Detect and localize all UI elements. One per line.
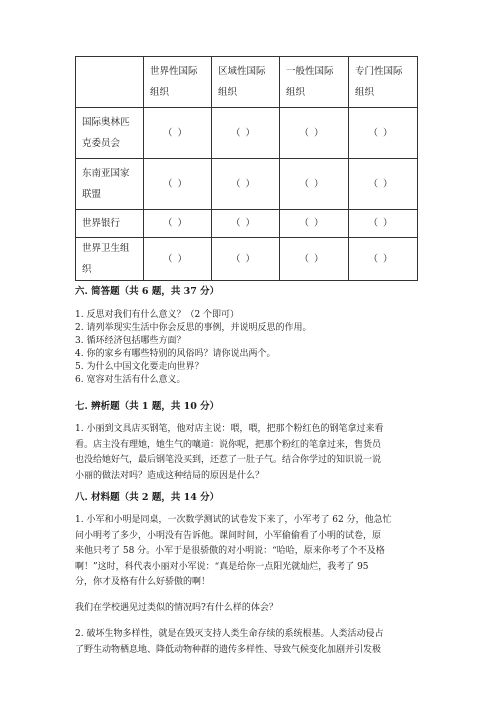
answer-blank[interactable]: （ ） [144, 159, 212, 210]
question-line: 来他只考了 58 分。小军于是很骄傲的对小明说：“哈哈，原来你考了个不及格 [75, 546, 385, 556]
table-row [76, 108, 418, 159]
table-row [76, 238, 418, 281]
table-header-cell-empty [76, 57, 144, 108]
question-item: 3. 循环经济包括哪些方面？ [75, 336, 186, 346]
answer-blank[interactable]: （ ） [280, 108, 349, 159]
table-header-cell: 一般性国际组织 [280, 57, 349, 108]
org-name-cell: 东南亚国家联盟 [76, 159, 144, 210]
question-line: 小丽的做法对吗？造成这种结局的原因是什么？ [75, 470, 265, 481]
question-line: 1. 小丽到文具店买钢笔，他对店主说：喂，喂，把那个粉红色的钢笔拿过来看 [75, 424, 384, 434]
table-header-row [76, 57, 418, 108]
organization-classification-table [75, 56, 418, 281]
table-header-cell: 区域性国际组织 [212, 57, 280, 108]
answer-blank[interactable]: （ ） [212, 159, 280, 210]
answer-blank[interactable]: （ ） [349, 108, 418, 159]
answer-blank[interactable]: （ ） [280, 238, 349, 281]
question-line: 1. 小军和小明是同桌，一次数学测试的试卷发下来了，小军考了 62 分，他急忙 [75, 515, 392, 525]
discrimination-section [75, 398, 430, 484]
question-prompt: 我们在学校遇见过类似的情况吗?有什么样的体会？ [75, 602, 278, 613]
section-title: 八. 材料题（共 2 题，共 14 分） [75, 492, 220, 503]
answer-blank[interactable]: （ ） [349, 210, 418, 238]
section-title: 七. 辨析题（共 1 题，共 10 分） [75, 401, 220, 412]
question-line: 了野生动物栖息地、降低动物种群的遗传多样性、导致气候变化加剧并引发极 [75, 644, 382, 655]
section-title: 六. 简答题（共 6 题，共 37 分） [75, 286, 220, 297]
answer-blank[interactable]: （ ） [212, 238, 280, 281]
answer-blank[interactable]: （ ） [349, 159, 418, 210]
table-header-cell: 世界性国际组织 [144, 57, 212, 108]
question-line: 问小明考了多少，小明没有告诉他。课间时间，小军偷偷看了小明的试卷，原 [75, 530, 382, 541]
question-item: 6. 宽容对生活有什么意义。 [75, 375, 186, 385]
question-line: 啊！”这时，科代表小丽对小军说：“真是给你一点阳光就灿烂，我考了 95 [75, 561, 369, 572]
answer-blank[interactable]: （ ） [212, 108, 280, 159]
short-answer-section [75, 283, 430, 387]
table-row [76, 159, 418, 210]
table-row [76, 210, 418, 238]
org-name-cell: 世界银行 [76, 210, 144, 238]
answer-blank[interactable]: （ ） [280, 210, 349, 238]
question-line: 2. 破坏生物多样性，就是在毁灭支持人类生命存续的系统根基。人类活动侵占 [75, 629, 384, 639]
question-line: 看。店主没有理她，她生气的嚷道：说你呢，把那个粉红的笔拿过来，售货员 [75, 439, 382, 450]
question-item: 2. 请列举现实生活中你会反思的事例，并说明反思的作用。 [75, 323, 312, 333]
question-item: 1. 反思对我们有什么意义？（2 个即可） [75, 310, 240, 320]
org-name-cell: 世界卫生组织 [76, 238, 144, 281]
table-header-cell: 专门性国际组织 [349, 57, 418, 108]
question-item: 5. 为什么中国文化要走向世界？ [75, 362, 204, 372]
question-line: 也没给她好气，最后钢笔没买到，还惹了一肚子气。结合你学过的知识说一说 [75, 455, 382, 465]
org-name-cell: 国际奥林匹克委员会 [76, 108, 144, 159]
answer-blank[interactable]: （ ） [144, 210, 212, 238]
question-item: 4. 你的家乡有哪些特别的风俗吗？请你说出两个。 [75, 349, 276, 359]
answer-blank[interactable]: （ ） [144, 238, 212, 281]
question-line: 分，你才及格有什么好骄傲的啊！ [75, 577, 211, 587]
answer-blank[interactable]: （ ） [212, 210, 280, 238]
answer-blank[interactable]: （ ） [280, 159, 349, 210]
material-section [75, 489, 430, 658]
answer-blank[interactable]: （ ） [349, 238, 418, 281]
answer-blank[interactable]: （ ） [144, 108, 212, 159]
